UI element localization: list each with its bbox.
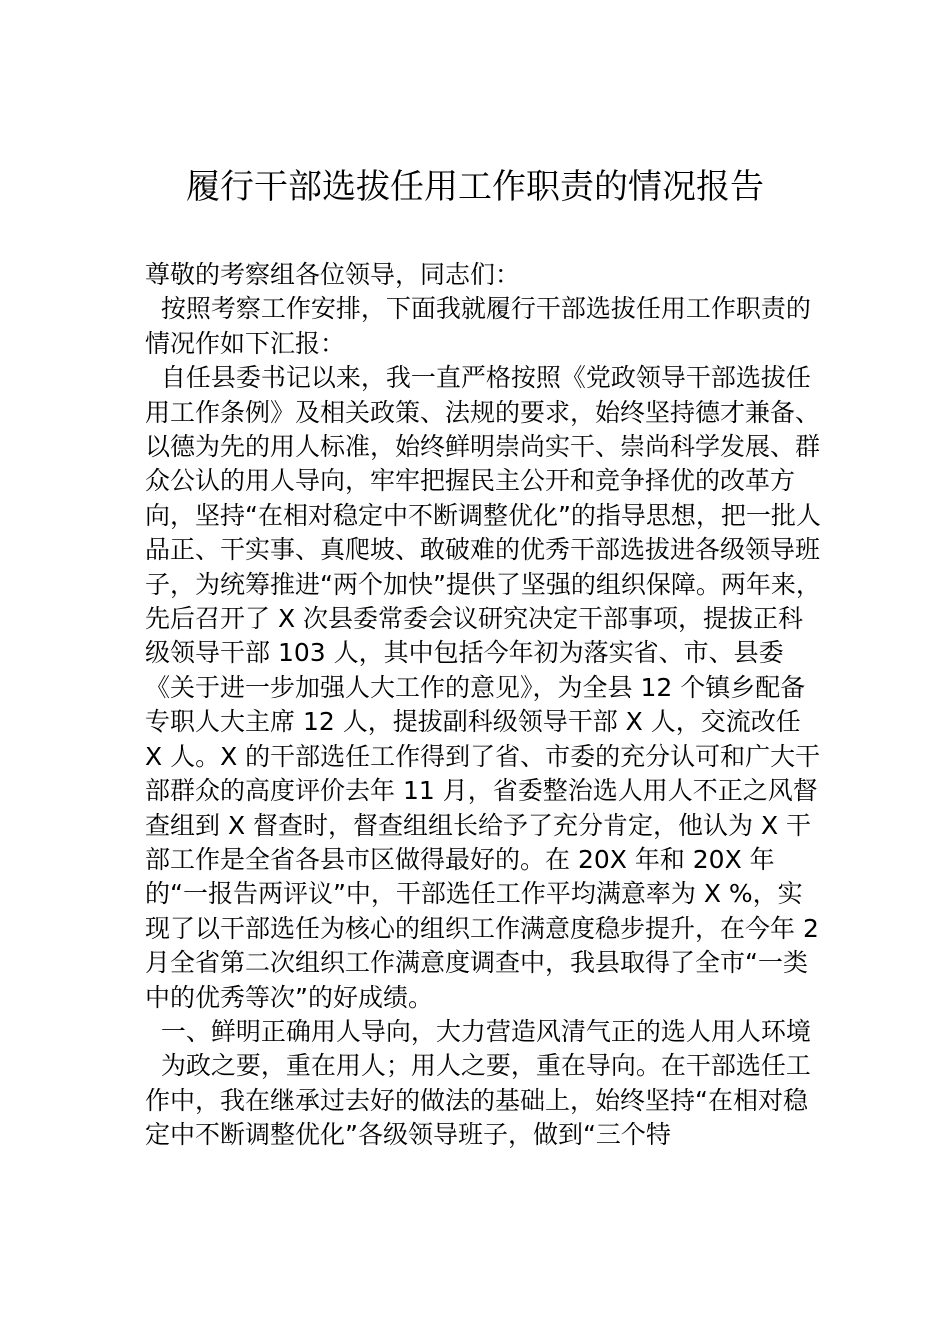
paragraph-section-1: 为政之要，重在用人；用人之要，重在导向。在干部选任工作中，我在继承过去好的做法的基础上，始终坚持“在相对稳定中不断调整优化”各级领导班子，做到“三个特 [145,1051,811,1150]
document-title: 履行干部选拔任用工作职责的情况报告 [186,167,764,207]
document-body [145,258,825,1153]
paragraph-intro: 按照考察工作安排，下面我就履行干部选拔任用工作职责的情况作如下汇报： [145,294,811,358]
paragraph-main: 自任县委书记以来，我一直严格按照《党政领导干部选拔任用工作条例》及相关政策、法规的要求，始终坚持德才兼备、以德为先的用人标准，始终鲜明崇尚实干、崇尚科学发展、群众公认的用人导向，牢牢把握民主公开和竞争择优的改革方向，坚持“在相对稳定中不断调整优化”的指导思想，把一批人品正、干实事、真爬坡、敢破难的优秀干部选拔进各级领导班子，为统筹推进“两个加快”提供了坚强的组织保障。两年来，先后召开了 X 次县委常委会议研究决定干部事项，提拔正科级领导干部 103 人，其中包括今年初为落实省、市、县委《关于进一步加强人大工作的意见》，为全县 12 个镇乡配备专职人大主席 12 人，提拔副科级领导干部 X 人，交流改任 X 人。X 的干部选任工作得到了省、市委的充分认可和广大干部群众的高度评价去年 11 月，省委整治选人用人不正之风督查组到 X 督查时，督查组组长给予了充分肯定，他认为 X 干部工作是全省各县市区做得最好的。在 20X 年和 20X 年的“一报告两评议”中，干部选任工作平均满意率为 X %，实现了以干部选任为核心的组织工作满意度稳步提升，在今年 2 月全省第二次组织工作满意度调查中，我县取得了全市“一类中的优秀等次”的好成绩。 [145,363,827,1012]
salutation: 尊敬的考察组各位领导，同志们： [145,260,521,289]
section-heading-1: 一、鲜明正确用人导向，大力营造风清气正的选人用人环境 [145,1016,811,1046]
